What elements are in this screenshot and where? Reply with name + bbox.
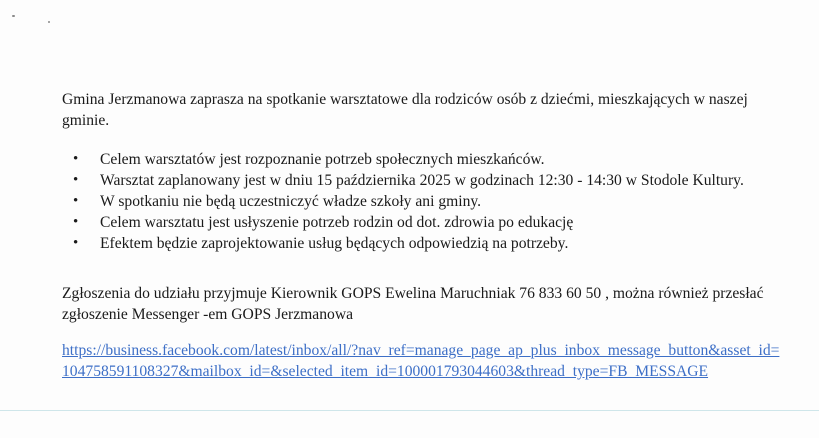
- messenger-inbox-link[interactable]: https://business.facebook.com/latest/inbox/all/?nav_ref=manage_page_ap_plus_inbox_message_button&asset_id=104758591108327&mailbox_id=&selected_item_id=100001793044603&thread_type=FB_MESSAGE: [62, 342, 780, 380]
- info-bullet-list: [62, 149, 792, 254]
- bullet-icon: •: [73, 172, 79, 188]
- bullet-icon: •: [73, 151, 79, 167]
- intro-paragraph: Gmina Jerzmanowa zaprasza na spotkanie warsztatowe dla rodziców osób z dziećmi, mieszkających w naszej gminie.: [62, 91, 748, 129]
- bullet-icon: •: [73, 235, 79, 251]
- scan-speck: [48, 21, 50, 23]
- list-item: • Warsztat zaplanowany jest w dniu 15 października 2025 w godzinach 12:30 - 14:30 w Stodole Kultury.: [73, 172, 744, 189]
- scan-divider-line: [0, 410, 819, 411]
- list-item: • W spotkaniu nie będą uczestniczyć władze szkoły ani gminy.: [73, 193, 482, 210]
- list-item: • Celem warsztatów jest rozpoznanie potrzeb społecznych mieszkańców.: [73, 151, 545, 168]
- bullet-icon: •: [73, 193, 79, 209]
- contact-paragraph: Zgłoszenia do udziału przyjmuje Kierownik GOPS Ewelina Maruchniak 76 833 60 50 , można również przesłać zgłoszenie Messenger -em GOPS Jerzmanowa: [62, 285, 764, 323]
- bullet-icon: •: [73, 214, 79, 230]
- list-item: • Efektem będzie zaprojektowanie usług będących odpowiedzią na potrzeby.: [73, 235, 569, 252]
- list-item: • Celem warsztatu jest usłyszenie potrzeb rodzin od dot. zdrowia po edukację: [73, 214, 574, 231]
- scan-speck: [12, 15, 15, 17]
